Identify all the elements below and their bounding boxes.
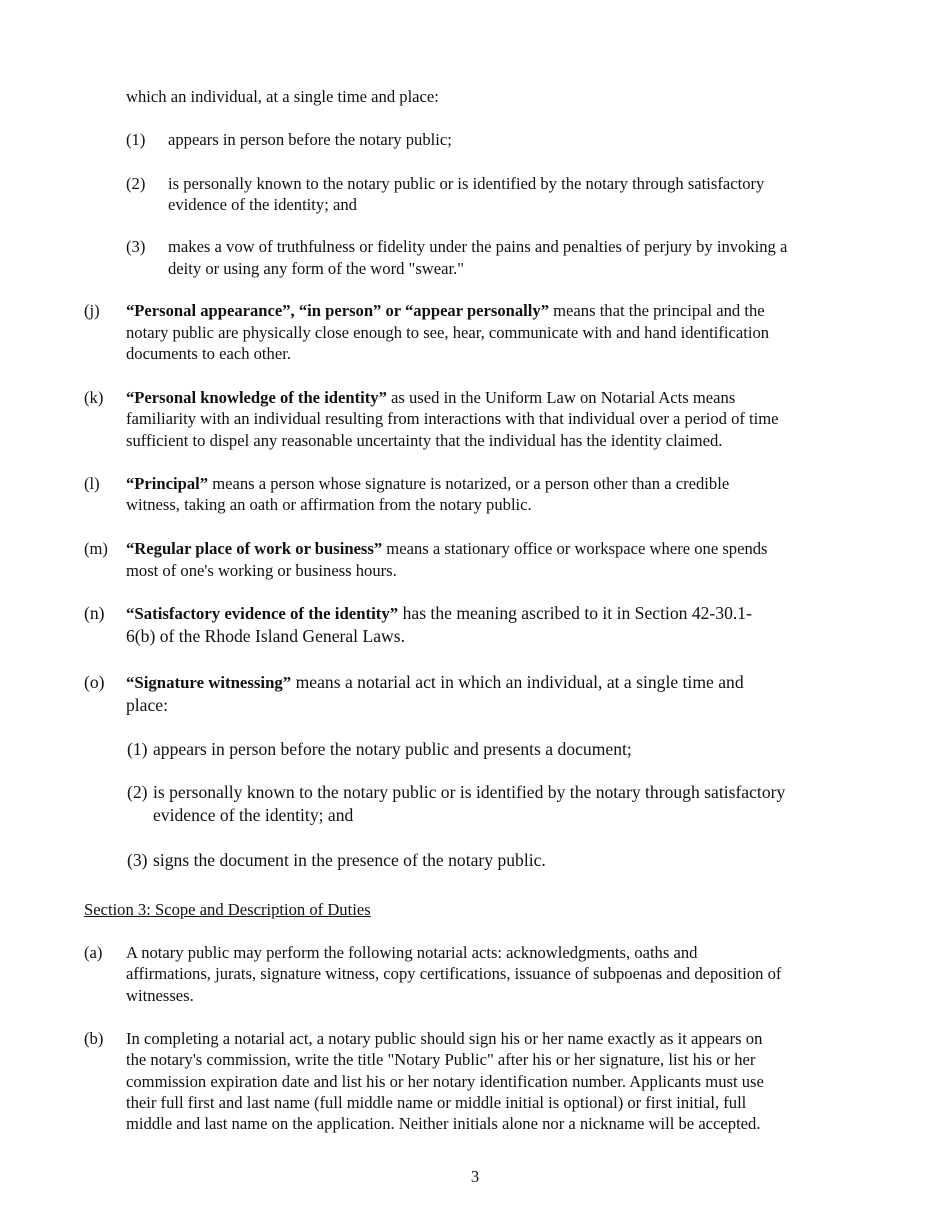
oath-item-1-line-1: appears in person before the notary public; xyxy=(168,130,452,149)
definition-k-term: “Personal knowledge of the identity” xyxy=(126,388,387,407)
definition-j-first-rest: means that the principal and the xyxy=(549,301,765,320)
section-item-a-line-3: witnesses. xyxy=(126,986,194,1005)
definition-k-line-2: familiarity with an individual resulting from interactions with that individual over a period of time xyxy=(126,409,779,428)
definition-j-label: (j) xyxy=(84,301,100,320)
definition-l-label: (l) xyxy=(84,474,100,493)
page-number: 3 xyxy=(470,1167,480,1186)
definition-j-line-1 xyxy=(126,300,765,322)
definition-m-term: “Regular place of work or business” xyxy=(126,539,383,558)
definition-l-term: “Principal” xyxy=(126,474,209,493)
definition-n-label: (n) xyxy=(84,603,105,623)
definition-o-line-1 xyxy=(126,671,744,694)
definition-k-line-3: sufficient to dispel any reasonable uncertainty that the individual has the identity claimed. xyxy=(126,431,723,450)
definition-m-label: (m) xyxy=(84,539,108,558)
oath-item-2-label: (2) xyxy=(126,174,146,193)
definition-m-first-rest: means a stationary office or workspace where one spends xyxy=(382,539,768,558)
intro-line: which an individual, at a single time and place: xyxy=(126,87,439,106)
section-item-a-line-2: affirmations, jurats, signature witness, copy certifications, issuance of subpoenas and deposition of xyxy=(126,964,782,983)
definition-k-label: (k) xyxy=(84,388,104,407)
oath-item-2-line-1: is personally known to the notary public or is identified by the notary through satisfactory xyxy=(168,174,765,193)
section-item-b-line-4: their full first and last name (full middle name or middle initial is optional) or first initial, full xyxy=(126,1093,747,1112)
definition-j-line-2: notary public are physically close enough to see, hear, communicate with and hand identification xyxy=(126,323,770,342)
section-heading: Section 3: Scope and Description of Duties xyxy=(84,900,371,919)
witness-item-2-line-1: is personally known to the notary public or is identified by the notary through satisfactory xyxy=(153,782,786,802)
definition-j-term: “Personal appearance”, “in person” or “appear personally” xyxy=(126,301,549,320)
definition-o-label: (o) xyxy=(84,672,105,692)
witness-item-3-line-1: signs the document in the presence of the notary public. xyxy=(153,850,546,870)
witness-item-3-label: (3) xyxy=(127,850,148,870)
oath-item-3-line-2: deity or using any form of the word "swear." xyxy=(168,259,465,278)
section-item-b-line-2: the notary's commission, write the title "Notary Public" after his or her signature, list his or her xyxy=(126,1050,756,1069)
definition-m-line-2: most of one's working or business hours. xyxy=(126,561,397,580)
witness-item-2-label: (2) xyxy=(127,782,148,802)
definition-n-term: “Satisfactory evidence of the identity” xyxy=(126,604,399,623)
section-item-b-line-3: commission expiration date and list his or her notary identification number. Applicants must use xyxy=(126,1072,764,1091)
witness-item-1-label: (1) xyxy=(127,739,148,759)
section-item-b-line-5: middle and last name on the application. Neither initials alone nor a nickname will be accepted. xyxy=(126,1114,761,1133)
witness-item-1-line-1: appears in person before the notary public and presents a document; xyxy=(153,739,632,759)
definition-l-line-2: witness, taking an oath or affirmation from the notary public. xyxy=(126,495,532,514)
section-item-a-label: (a) xyxy=(84,943,103,962)
section-item-b-label: (b) xyxy=(84,1029,104,1048)
definition-m-line-1 xyxy=(126,538,768,560)
oath-item-3-label: (3) xyxy=(126,237,146,256)
oath-item-1-label: (1) xyxy=(126,130,146,149)
section-item-b-line-1: In completing a notarial act, a notary public should sign his or her name exactly as it appears on xyxy=(126,1029,763,1048)
definition-n-line-1 xyxy=(126,602,752,625)
definition-o-first-rest: means a notarial act in which an individual, at a single time and xyxy=(291,672,744,692)
oath-item-2-line-2: evidence of the identity; and xyxy=(168,195,357,214)
definition-l-first-rest: means a person whose signature is notarized, or a person other than a credible xyxy=(208,474,730,493)
definition-k-line-1 xyxy=(126,387,735,409)
definition-k-first-rest: as used in the Uniform Law on Notarial Acts means xyxy=(386,388,736,407)
definition-n-first-rest: has the meaning ascribed to it in Section 42-30.1- xyxy=(398,603,752,623)
definition-n-line-2: 6(b) of the Rhode Island General Laws. xyxy=(126,626,405,646)
definition-l-line-1 xyxy=(126,473,729,495)
definition-o-term: “Signature witnessing” xyxy=(126,673,292,692)
witness-item-2-line-2: evidence of the identity; and xyxy=(153,805,354,825)
section-item-a-line-1: A notary public may perform the following notarial acts: acknowledgments, oaths and xyxy=(126,943,698,962)
definition-j-line-3: documents to each other. xyxy=(126,344,291,363)
oath-item-3-line-1: makes a vow of truthfulness or fidelity under the pains and penalties of perjury by invoking a xyxy=(168,237,788,256)
definition-o-line-2: place: xyxy=(126,695,168,715)
